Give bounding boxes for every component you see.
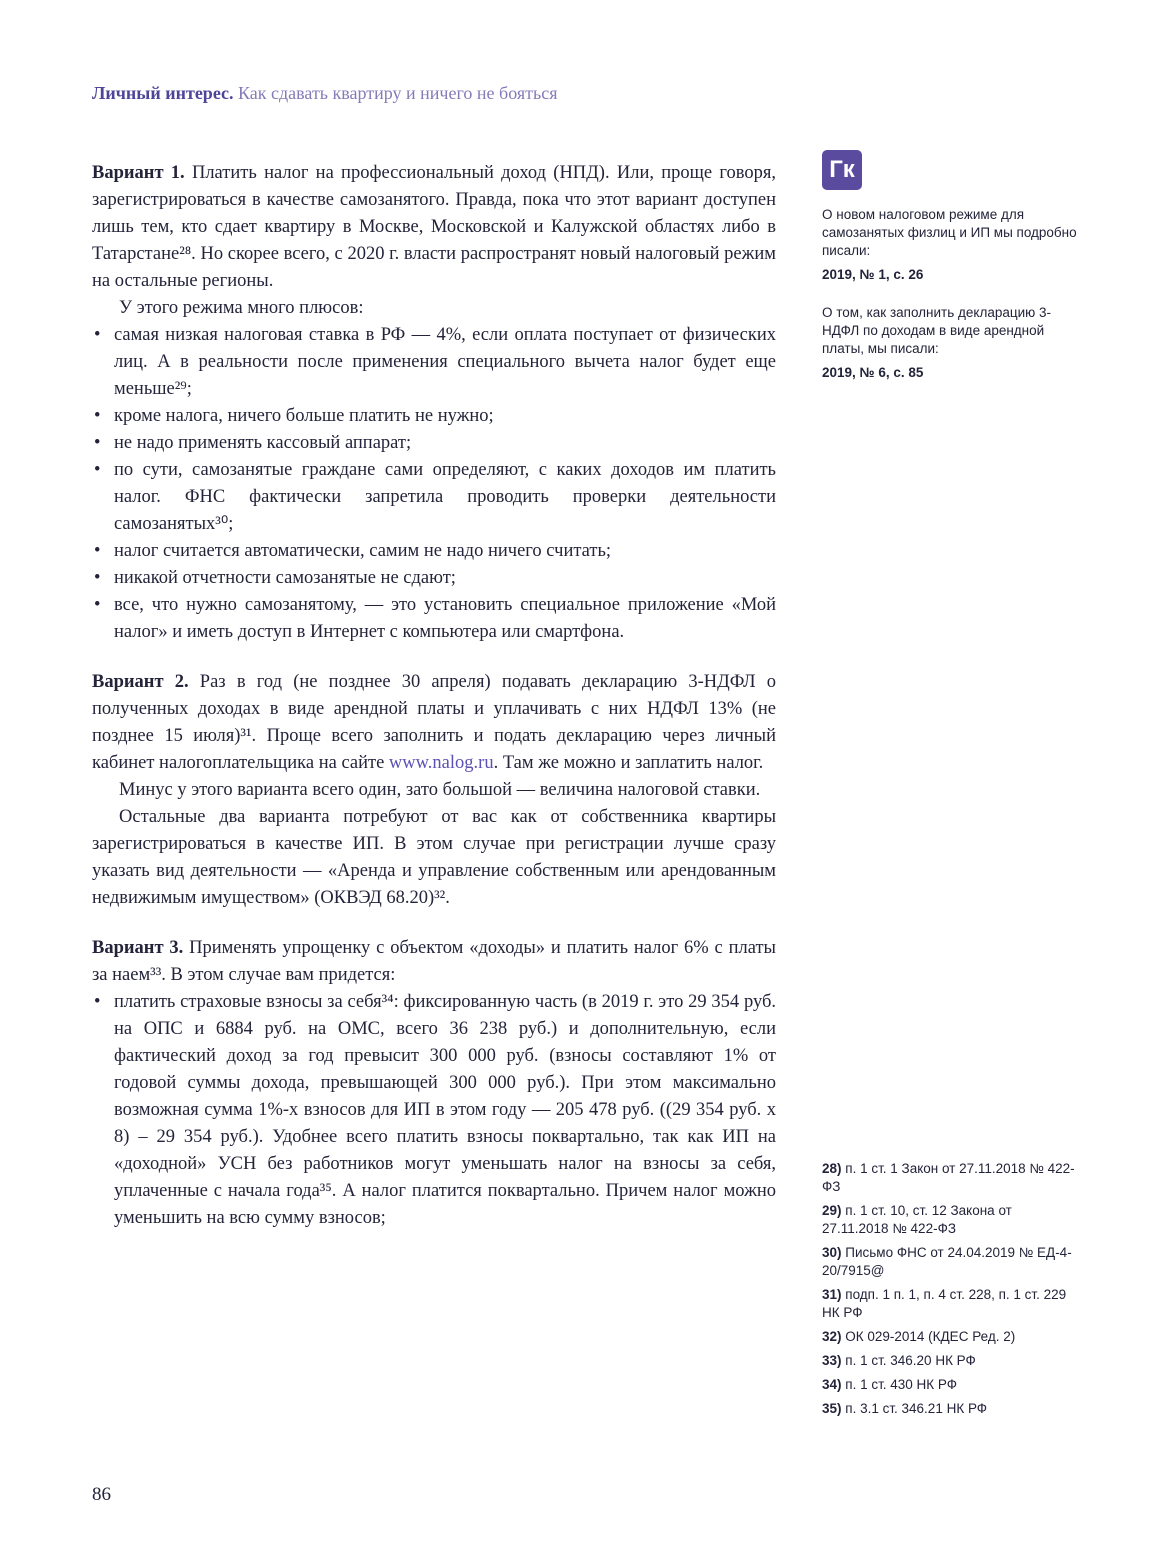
list-item: • никакой отчетности самозанятые не сдают; bbox=[92, 565, 776, 592]
gk-magazine-logo bbox=[822, 150, 862, 190]
paragraph-other-variants: Остальные два варианта потребуют от вас как от собственника квартиры зарегистрироваться в качестве ИП. В этом случае при регистрации лучше сразу указать вид деятельности — «Аренда и управление собственным или арендованным недвижимым имуществом» (ОКВЭД 68.20)³². bbox=[92, 807, 776, 908]
variant-3-list bbox=[92, 989, 776, 1232]
footnote-text: п. 3.1 ст. 346.21 НК РФ bbox=[841, 1401, 988, 1416]
running-head bbox=[92, 82, 792, 104]
running-head-title: Личный интерес. bbox=[92, 83, 234, 103]
footnote-text: подп. 1 п. 1, п. 4 ст. 228, п. 1 ст. 229 НК РФ bbox=[822, 1287, 1067, 1320]
footnote-text: п. 1 ст. 10, ст. 12 Закона от 27.11.2018 № 422-ФЗ bbox=[822, 1203, 1012, 1236]
paragraph-plus-intro: У этого режима много плюсов: bbox=[119, 298, 364, 318]
sidebar-note: О новом налоговом режиме для самозанятых физлиц и ИП мы подробно писали: bbox=[822, 207, 1077, 258]
paragraph-variant-1 bbox=[92, 160, 776, 295]
list-item: • не надо применять кассовый аппарат; bbox=[92, 430, 776, 457]
footnote bbox=[822, 1352, 1077, 1370]
variant-2-text-before-link: Раз в год (не позднее 30 апреля) подавать декларацию 3-НДФЛ о полученных доходах в виде арендной платы и уплачивать с них НДФЛ 13% (не позднее 15 июля)³¹. Проще всего заполнить и подать декларацию через личный кабинет налогоплательщика на сайте bbox=[92, 672, 776, 773]
footnote-number: 33) bbox=[822, 1353, 842, 1368]
paragraph-minus: Минус у этого варианта всего один, зато большой — величина налоговой ставки. bbox=[119, 780, 761, 800]
list-item: • все, что нужно самозанятому, — это установить специальное приложение «Мой налог» и иметь доступ в Интернет с компьютера или смартфона. bbox=[92, 592, 776, 646]
footnote-number: 31) bbox=[822, 1287, 842, 1302]
footnote-number: 28) bbox=[822, 1161, 842, 1176]
footnote-number: 30) bbox=[822, 1245, 842, 1260]
footnote-number: 29) bbox=[822, 1203, 842, 1218]
variant-3-text: Применять упрощенку с объектом «доходы» и платить налог 6% с платы за наем³³. В этом случае вам придется: bbox=[92, 938, 776, 985]
footnote bbox=[822, 1202, 1077, 1238]
paragraph-variant-2 bbox=[92, 669, 776, 777]
running-head-subtitle: Как сдавать квартиру и ничего не бояться bbox=[233, 83, 558, 103]
footnote-number: 34) bbox=[822, 1377, 842, 1392]
page-number: 86 bbox=[92, 1484, 111, 1505]
variant-2-text-after-link: . Там же можно и заплатить налог. bbox=[493, 753, 764, 773]
footnote-text: ОК 029-2014 (КДЕС Ред. 2) bbox=[841, 1329, 1016, 1344]
list-item: • налог считается автоматически, самим не надо ничего считать; bbox=[92, 538, 776, 565]
footnote-text: п. 1 ст. 346.20 НК РФ bbox=[841, 1353, 976, 1368]
gk-logo-text: Гк bbox=[829, 156, 855, 183]
footnote bbox=[822, 1328, 1077, 1346]
footnotes-block bbox=[822, 1160, 1077, 1424]
sidebar-note-reference: 2019, № 6, с. 85 bbox=[822, 365, 924, 380]
footnote-number: 32) bbox=[822, 1329, 842, 1344]
article-body bbox=[92, 160, 776, 1232]
footnote bbox=[822, 1286, 1077, 1322]
spacer bbox=[92, 912, 776, 935]
spacer bbox=[92, 646, 776, 669]
footnote-number: 35) bbox=[822, 1401, 842, 1416]
paragraph-variant-3 bbox=[92, 935, 776, 989]
variant-2-lead: Вариант 2. bbox=[92, 672, 189, 692]
sidebar-note-reference: 2019, № 1, с. 26 bbox=[822, 267, 924, 282]
variant-1-text: Платить налог на профессиональный доход (НПД). Или, проще говоря, зарегистрироваться в качестве самозанятого. Правда, пока что этот вариант доступен лишь тем, кто сдает квартиру в Москве, Московской и Калужской областях либо в Татарстане²⁸. Но скорее всего, с 2020 г. власти распространят новый налоговый режим на остальные регионы. bbox=[92, 163, 776, 291]
sidebar bbox=[822, 150, 1077, 402]
footnote-text: п. 1 ст. 1 Закон от 27.11.2018 № 422-ФЗ bbox=[822, 1161, 1075, 1194]
footnote bbox=[822, 1244, 1077, 1280]
variant-1-lead: Вариант 1. bbox=[92, 163, 185, 183]
footnote-text: п. 1 ст. 430 НК РФ bbox=[841, 1377, 958, 1392]
footnote bbox=[822, 1376, 1077, 1394]
list-item: • платить страховые взносы за себя³⁴: фиксированную часть (в 2019 г. это 29 354 руб. на ОПС и 6884 руб. на ОМС, всего 36 238 руб.) и дополнительную, если фактический доход за год превысит 300 000 руб. (взносы составляют 1% от годовой суммы дохода, превышающей 300 000 руб.). При этом максимально возможная сумма 1%-х взносов для ИП в этом году — 205 478 руб. ((29 354 руб. x 8) – 29 354 руб.). Удобнее всего платить взносы поквартально, так как ИП на «доходной» УСН без работников могут уменьшать налог на взносы за себя, уплаченные с начала года³⁵. А налог платится поквартально. Причем налог можно уменьшить на всю сумму взносов; bbox=[92, 989, 776, 1232]
sidebar-note: О том, как заполнить декларацию 3-НДФЛ по доходам в виде арендной платы, мы писали: bbox=[822, 305, 1051, 356]
list-item: • самая низкая налоговая ставка в РФ — 4%, если оплата поступает от физических лиц. А в реальности после применения специального вычета налог будет еще меньше²⁹; bbox=[92, 322, 776, 403]
footnote bbox=[822, 1400, 1077, 1418]
advantages-list bbox=[92, 322, 776, 646]
footnote-text: Письмо ФНС от 24.04.2019 № ЕД-4-20/7915@ bbox=[822, 1245, 1072, 1278]
nalog-ru-link[interactable]: www.nalog.ru bbox=[388, 753, 494, 773]
variant-3-lead: Вариант 3. bbox=[92, 938, 184, 958]
footnote bbox=[822, 1160, 1077, 1196]
list-item: • по сути, самозанятые граждане сами определяют, с каких доходов им платить налог. ФНС фактически запретила проводить проверки деятельности самозанятых³⁰; bbox=[92, 457, 776, 538]
list-item: • кроме налога, ничего больше платить не нужно; bbox=[92, 403, 776, 430]
